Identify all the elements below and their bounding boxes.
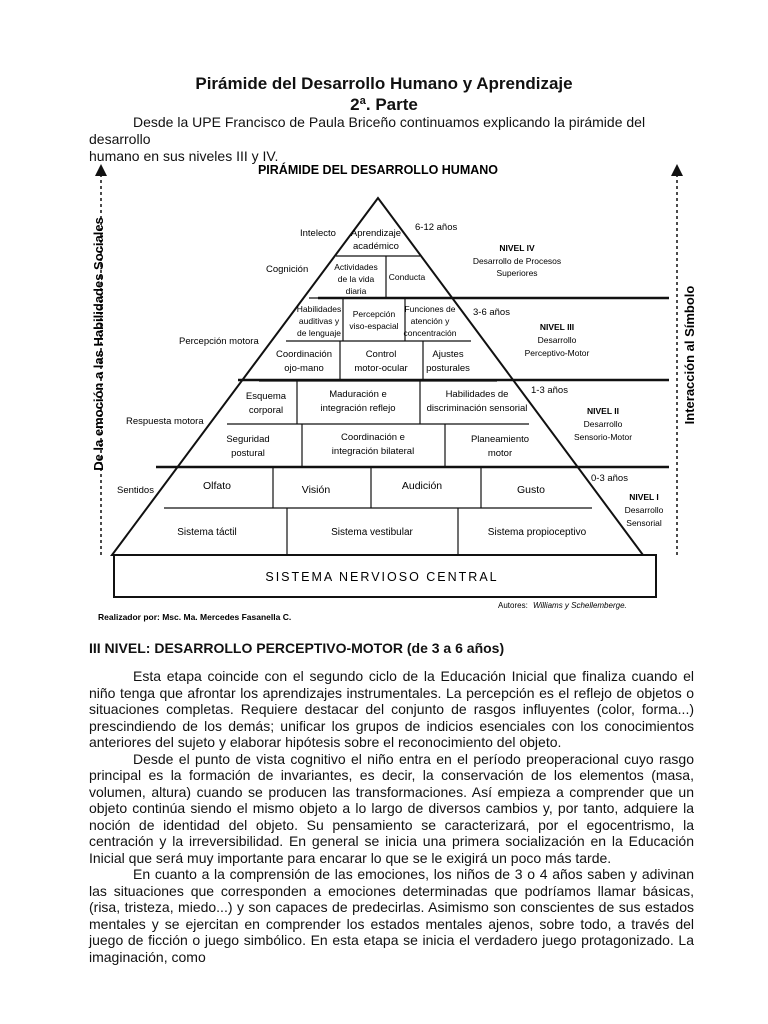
cell-esquema-2: corporal xyxy=(248,405,284,416)
pyramid-rows xyxy=(164,256,592,508)
cell-vision: Visión xyxy=(301,484,331,496)
figure-title: PIRÁMIDE DEL DESARROLLO HUMANO xyxy=(257,163,499,177)
cell-maduracion-1: Maduración e xyxy=(329,389,387,400)
svg-text:Sensorial: Sensorial xyxy=(626,518,662,528)
authors-label: Autores: xyxy=(498,601,528,610)
cell-planeamiento-1: Planeamiento xyxy=(470,434,530,445)
cell-seguridad-1: Seguridad xyxy=(226,434,270,445)
svg-text:NIVEL II: NIVEL II xyxy=(587,406,619,416)
cell-bilateral-2: integración bilateral xyxy=(331,446,415,457)
paragraph-3: En cuanto a la comprensión de las emociones, los niños de 3 o 4 años saben y adivinan las situaciones que corresponden a emociones determinadas que podríamos llamar básicas, (risa, tristeza, miedo...) y son capaces de predecirlas. Asimismo son conscientes de sus estados mentales y se ejercitan en comprender los estados mentales ajenos, sobre todo, a través del juego de ficción o juego simbólico. En esta etapa se inicia el verdadero juego protagonizado. La imaginación, como xyxy=(89,866,694,965)
label-intelecto: Intelecto xyxy=(300,228,336,239)
svg-text:Perceptivo-Motor: Perceptivo-Motor xyxy=(524,348,590,358)
intro-line-1: Desde la UPE Francisco de Paula Briceño continuamos explicando la pirámide del desarrollo xyxy=(89,114,646,147)
cell-actividades-3: diaria xyxy=(345,286,367,296)
cell-ajustes-2: posturales xyxy=(426,363,470,374)
left-axis-label: De la emoción a las Habilidades Sociales xyxy=(91,217,106,471)
age-1-3: 1-3 años xyxy=(531,385,568,396)
level-iv-note xyxy=(473,243,561,278)
svg-text:Superiores: Superiores xyxy=(496,268,538,278)
cell-propioceptivo: Sistema propioceptivo xyxy=(487,527,587,538)
svg-text:Desarrollo: Desarrollo xyxy=(537,335,577,345)
cell-gusto: Gusto xyxy=(516,484,546,496)
cell-funciones-1: Funciones de xyxy=(404,304,456,314)
level-ii-note xyxy=(574,406,632,442)
cell-bilateral-1: Coordinación e xyxy=(341,432,405,443)
cell-conducta: Conducta xyxy=(388,272,426,282)
intro-line-2: humano en sus niveles III y IV. xyxy=(89,148,279,164)
cell-olfato: Olfato xyxy=(202,480,232,492)
cell-control-1: Control xyxy=(365,349,397,360)
cell-tactil: Sistema táctil xyxy=(177,527,237,538)
cell-habilidades-1: Habilidades xyxy=(296,304,342,314)
cell-habilidades-3: de lenguaje xyxy=(297,328,341,338)
svg-text:Desarrollo de Procesos: Desarrollo de Procesos xyxy=(472,256,562,266)
right-axis-label: Interacción al Símbolo xyxy=(682,285,697,425)
cell-control-2: motor-ocular xyxy=(354,363,408,374)
cell-discrim-1: Habilidades de xyxy=(445,389,509,400)
document-subtitle: 2ª. Parte xyxy=(350,95,418,114)
age-0-3: 0-3 años xyxy=(591,473,628,484)
cell-ajustes-1: Ajustes xyxy=(432,349,464,360)
figure-credit: Realizador por: Msc. Ma. Mercedes Fasanella C. xyxy=(98,612,292,622)
svg-text:Desarrollo: Desarrollo xyxy=(583,419,623,429)
cell-aprendizaje-2: académico xyxy=(353,241,399,252)
svg-text:NIVEL I: NIVEL I xyxy=(629,492,659,502)
cell-funciones-3: concentración xyxy=(403,328,457,338)
svg-text:Desarrollo: Desarrollo xyxy=(624,505,664,515)
level-iii-note xyxy=(525,322,590,358)
svg-text:NIVEL IV: NIVEL IV xyxy=(499,243,535,253)
base-label: SISTEMA NERVIOSO CENTRAL xyxy=(265,570,499,584)
paragraph-2: Desde el punto de vista cognitivo el niño entra en el período preoperacional cuyo rasgo principal es la formación de invariantes, es decir, la conservación de los elementos (masa, volumen, altura) cuando se producen las transformaciones. Así empieza a comprender que un objeto continúa siendo el mismo objeto a lo largo de diversos cambios y, por tanto, adquiere la noción de identidad del objeto. Su pensamiento se caracterizará, por el egocentrismo, la centración y la irreversibilidad. En general se inicia una primera socialización en la Educación Inicial que será muy importante para encarar lo que se le exigirá un poco más tarde. xyxy=(89,750,694,866)
age-6-12: 6-12 años xyxy=(415,222,458,233)
svg-text:Sensorio-Motor: Sensorio-Motor xyxy=(573,432,633,442)
paragraph-1: Esta etapa coincide con el segundo ciclo de la Educación Inicial que finaliza cuando el niño tenga que afrontar los aprendizajes instrumentales. La percepción es el reflejo de objetos o situaciones completas. Requiere destacar del conjunto de rasgos influyentes (color, forma...) prescindiendo de los demás; unificar los grupos de indicios esenciales con los conocimientos anteriores del sujeto y elaborar hipótesis sobre el reconocimiento del objeto. xyxy=(89,668,694,750)
cell-discrim-2: discriminación sensorial xyxy=(426,403,528,414)
cell-percepcion-1: Percepción xyxy=(352,309,396,319)
cell-actividades-1: Actividades xyxy=(334,262,378,272)
document-title: Pirámide del Desarrollo Humano y Aprendizaje xyxy=(195,74,573,93)
label-respuesta-motora: Respuesta motora xyxy=(126,416,204,427)
age-3-6: 3-6 años xyxy=(473,307,510,318)
cell-percepcion-2: viso-espacial xyxy=(349,321,399,331)
authors-names: Williams y Schellemberge. xyxy=(533,601,627,610)
cell-aprendizaje-1: Aprendizaje xyxy=(350,228,402,239)
section-body xyxy=(89,668,694,965)
cell-coord-ojo-1: Coordinación xyxy=(276,349,332,360)
cell-seguridad-2: postural xyxy=(231,448,265,459)
cell-coord-ojo-2: ojo-mano xyxy=(284,363,324,374)
cell-esquema-1: Esquema xyxy=(245,391,287,402)
section-heading: III NIVEL: DESARROLLO PERCEPTIVO-MOTOR (de 3 a 6 años) xyxy=(89,640,505,656)
svg-text:NIVEL III: NIVEL III xyxy=(539,322,575,332)
label-cognicion: Cognición xyxy=(266,264,309,275)
cell-planeamiento-2: motor xyxy=(487,448,513,459)
cell-vestibular: Sistema vestibular xyxy=(331,527,413,538)
pyramid-figure xyxy=(0,150,768,630)
cell-audicion: Audición xyxy=(401,480,443,492)
cell-maduracion-2: integración reflejo xyxy=(320,403,396,414)
cell-actividades-2: de la vida xyxy=(337,274,375,284)
label-sentidos: Sentidos xyxy=(117,485,154,496)
level-i-note xyxy=(625,492,664,528)
cell-habilidades-2: auditivas y xyxy=(298,316,340,326)
cell-funciones-2: atención y xyxy=(410,316,450,326)
label-percepcion-motora: Percepción motora xyxy=(179,336,259,347)
